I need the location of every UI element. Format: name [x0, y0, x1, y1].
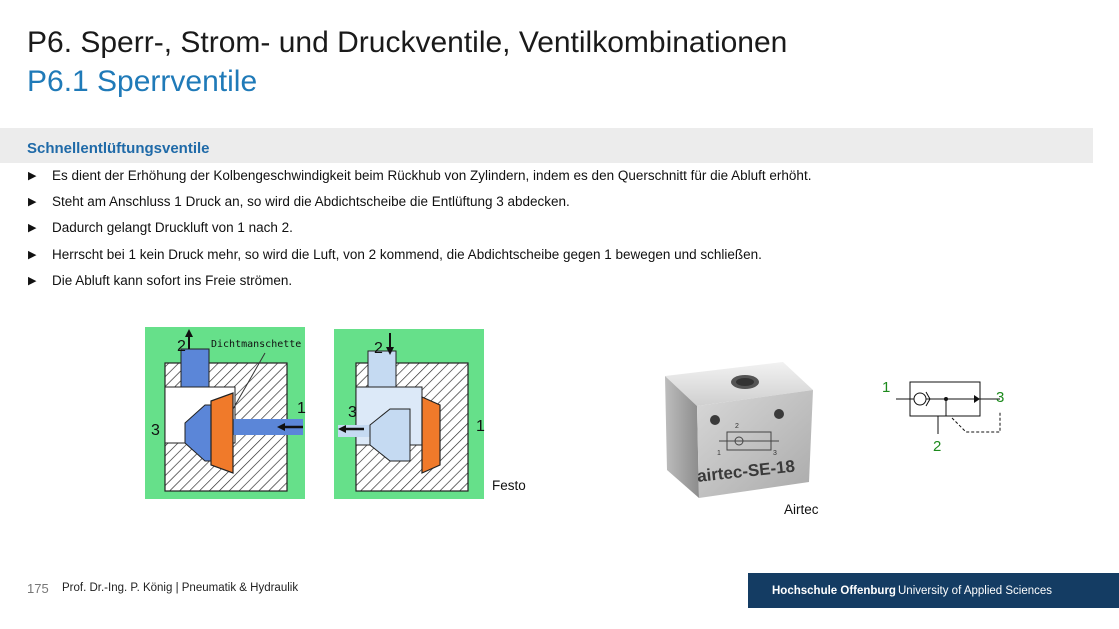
footer-institution-bar: [748, 573, 1119, 608]
svg-text:2: 2: [735, 423, 739, 430]
port-2-label: 2: [177, 338, 186, 355]
symbol-port-1: 1: [882, 379, 891, 396]
port-3-label: 3: [151, 422, 160, 439]
festo-diagram-pressurized: [145, 327, 305, 499]
label-dichtmanschette: Dichtmanschette: [211, 339, 302, 350]
bullet-text: Die Abluft kann sofort ins Freie strömen.: [52, 272, 293, 288]
bullet-arrow-icon: ▶: [28, 196, 37, 209]
bullet-item: [28, 218, 1078, 244]
svg-text:1: 1: [717, 450, 721, 457]
slide-title: P6. Sperr-, Strom- und Druckventile, Ventilkombinationen: [27, 26, 788, 59]
bullet-item: [28, 271, 1078, 297]
bullet-arrow-icon: ▶: [28, 248, 37, 261]
bullet-arrow-icon: ▶: [28, 170, 37, 182]
symbol-port-3: 3: [996, 389, 1005, 406]
bullet-text: Herrscht bei 1 kein Druck mehr, so wird die Luft, von 2 kommend, die Abdichtscheibe gegen 1 bewegen und schließen.: [52, 246, 762, 262]
port-1-label: 1: [297, 400, 306, 417]
symbol-port-2: 2: [933, 438, 942, 455]
festo-diagram-exhaust: [334, 329, 484, 499]
quick-exhaust-valve-symbol: [878, 374, 1012, 456]
caption-airtec: Airtec: [784, 502, 819, 517]
airtec-valve-photo: [663, 360, 815, 500]
bullet-text: Dadurch gelangt Druckluft von 1 nach 2.: [52, 220, 293, 236]
page-number: 175: [27, 581, 49, 596]
bullet-item: [28, 166, 1078, 192]
section-label: Schnellentlüftungsventile: [27, 140, 210, 157]
bullet-item: [28, 192, 1078, 218]
port-2-label: 2: [374, 340, 383, 357]
port-3-label: 3: [348, 404, 357, 421]
airtec-model-label: airtec-SE-18: [696, 456, 796, 486]
institution-name: Hochschule Offenburg: [772, 585, 896, 597]
bullet-arrow-icon: ▶: [28, 222, 37, 235]
port-1-label: 1: [476, 418, 485, 435]
bullet-text: Es dient der Erhöhung der Kolbengeschwindigkeit beim Rückhub von Zylindern, indem es den Querschnitt für die Abluft erhöht.: [52, 168, 812, 183]
footer-author: Prof. Dr.-Ing. P. König | Pneumatik & Hydraulik: [62, 582, 299, 594]
bullet-arrow-icon: ▶: [28, 274, 37, 287]
bullet-list: [28, 166, 1078, 297]
bullet-item: [28, 245, 1078, 271]
caption-festo: Festo: [492, 478, 526, 493]
slide-subtitle: P6.1 Sperrventile: [27, 65, 258, 98]
bullet-text: Steht am Anschluss 1 Druck an, so wird die Abdichtscheibe die Entlüftung 3 abdecken.: [52, 194, 570, 210]
institution-subtitle: University of Applied Sciences: [898, 585, 1053, 597]
svg-text:3: 3: [773, 450, 777, 457]
